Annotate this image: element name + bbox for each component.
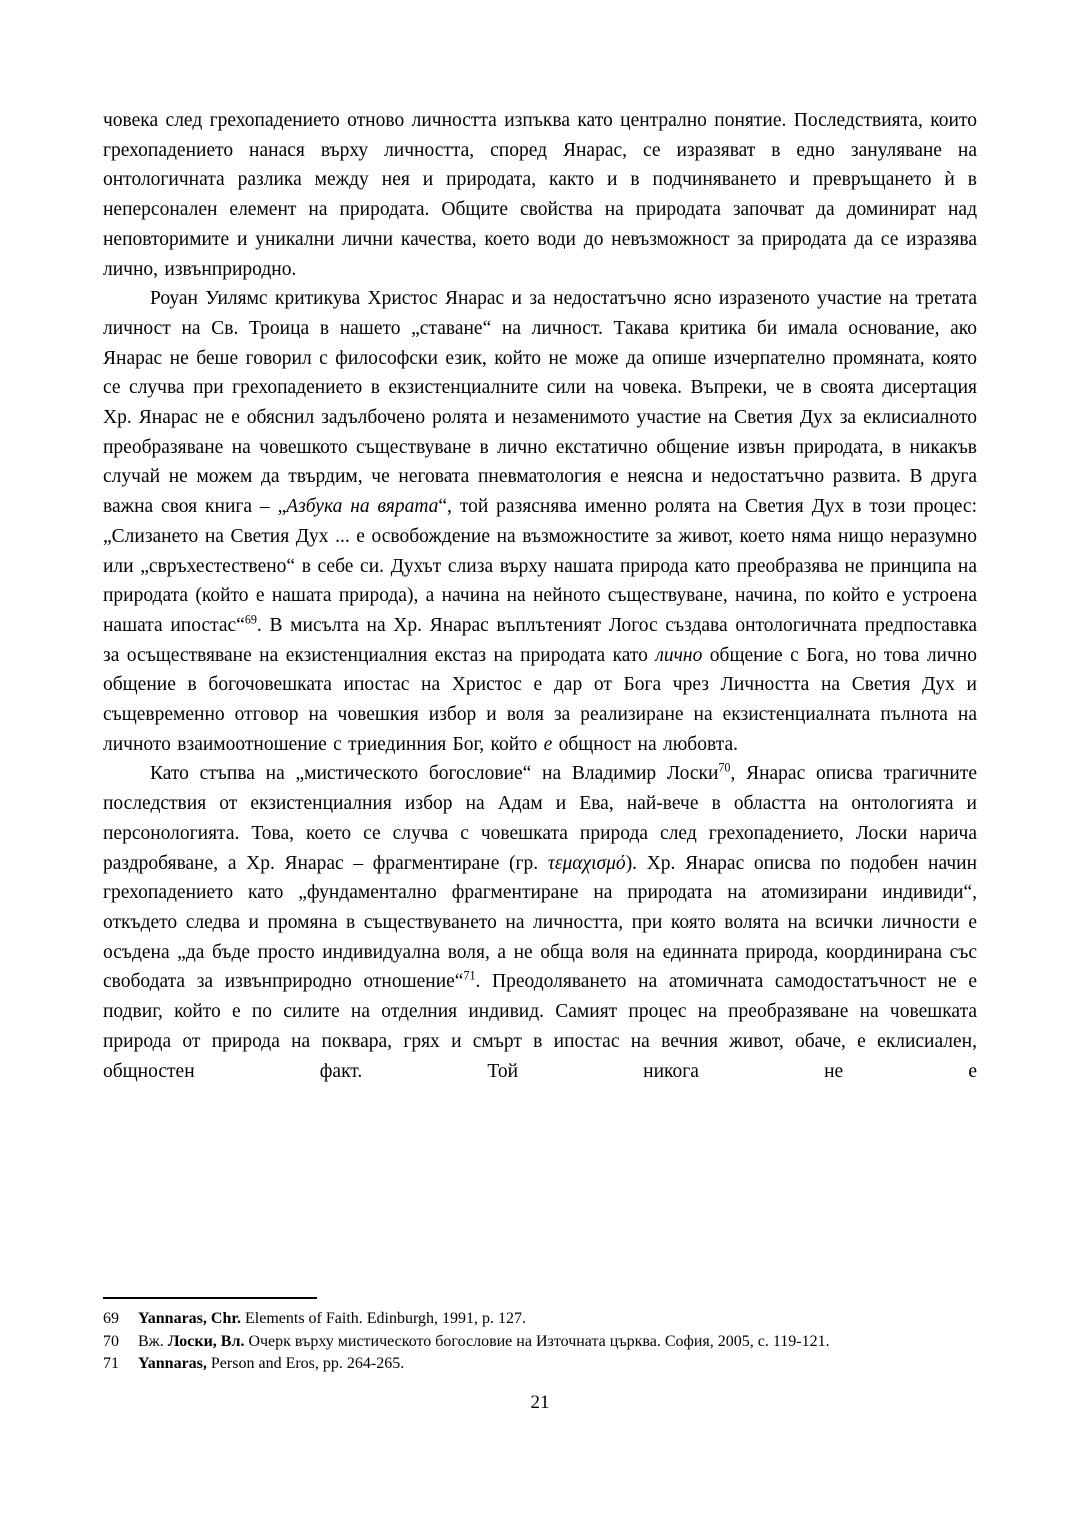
paragraph [103,759,977,1086]
text-segment: Очерк върху мистическото богословие на Източната църква. София, 2005, с. 119-121. [244,1332,830,1350]
page-number: 21 [530,1392,550,1413]
text-segment: . Преодоляването на атомичната самодостатъчност не е подвиг, който е по силите на отделния индивид. Самият процес на преобразяване на човешката природа от природа на поквара, грях и смърт в ипостас на вечния живот, обаче, е еклисиален, общностен факт. Той никога не е [103,971,978,1082]
footnotes-list [103,1308,977,1376]
footnote-ref: 69 [244,612,257,627]
text-segment: Азбука на вярата [286,496,439,518]
footnote-separator [103,1297,317,1299]
text-segment: . В мисълта на Хр. Янарас въплътеният Логос създава онтологичната предпоставка за осъществяване на екзистенциалния екстаз на природата като [103,614,977,666]
text-segment: Yannaras, Chr. [138,1310,241,1327]
text-segment: е [543,733,553,755]
footnote-ref: 70 [718,760,731,775]
body-text [103,106,977,1086]
footnote [103,1308,977,1331]
footnote-text [138,1331,977,1354]
text-segment: ). Хр. Янарас описва по подобен начин грехопадението като „фундаментално фрагментиране на природата на атомизирани индивиди“, откъдето следва и промяна в съществуването на личността, при която волята на всички личности е осъдена „да бъде просто индивидуална воля, а не обща воля на единната природа, координирана със свободата за извънприродно отношение“ [103,852,977,993]
footnote-text [138,1308,977,1331]
paragraph [103,106,977,284]
text-segment: общение с Бога, но това лично общение в богочовешката ипостас на Христос е дар от Бога чрез Личността на Светия Дух и същевременно отговор на човешкия избор и воля за реализиране на екзистенциалната пълнота на личното взаимоотношение с триединния Бог, който [103,644,977,755]
footnote-number: 69 [103,1310,119,1327]
text-segment: Elements of Faith. Edinburgh, 1991, p. 127. [241,1310,527,1327]
footnote-number: 70 [103,1332,119,1350]
text-segment: човека след грехопадението отново личността изпъква като централно понятие. Последствията, които грехопадението нанася върху личността, според Янарас, се изразяват в едно зануляване на онтологичната разлика между нея и природата, както и в подчиняването и превръщането ѝ в неперсонален елемент на природата. Общите свойства на природата започват да доминират над неповторимите и уникални лични качества, което води до невъзможност за природата да се изразява лично, извънприродно. [103,110,977,280]
text-segment: “, той разяснява именно ролята на Светия Дух в този процес: „Слизането на Светия Дух ... е освобождение на възможностите за живот, което няма нищо неразумно или „свръхестествено“ в себе си. Духът слиза върху нашата природа като преобразява не принципа на природата (който е нашата природа), а начина на нейното съществуване, начина, по който е устроена нашата ипостас“ [103,496,977,636]
footnote-text [138,1353,977,1376]
footnote-number: 71 [103,1355,119,1373]
text-segment: , Янарас описва трагичните последствия от екзистенциалния избор на Адам и Ева, най-вече в областта на онтологията и персонологията. Това, което се случва с човешката природа след грехопадението, Лоски нарича раздробяване, а Хр. Янарас – фрагментиране (гр. [103,763,977,874]
paragraph [103,284,977,759]
footnote [103,1353,977,1376]
text-segment: τεμαχισμό [547,852,626,874]
text-segment: Yannaras, [138,1355,207,1373]
text-segment: Като стъпва на „мистическото богословие“ на Владимир Лоски [150,763,719,785]
text-segment: Person and Eros, pp. 264-265. [206,1355,405,1373]
footnote-ref: 71 [463,968,476,983]
text-segment: общност на любовта. [552,733,738,755]
footnote [103,1331,977,1354]
text-segment: лично [655,644,703,666]
text-segment: Вж. [138,1332,168,1350]
text-segment: Лоски, Вл. [167,1332,245,1350]
text-segment: Роуан Уилямс критикува Христос Янарас и за недостатъчно ясно изразеното участие на третата личност на Св. Троица в нашето „ставане“ на личност. Такава критика би имала основание, ако Янарас не беше говорил с философски език, който не може да опише изчерпателно промяната, която се случва при грехопадението в екзистенциалните сили на човека. Въпреки, че в своята дисертация Хр. Янарас не е обяснил задълбочено ролята и незаменимото участие на Светия Дух за еклисиалното преобразяване на човешкото съществуване в лично екстатично общение извън природата, в никакъв случай не можем да твърдим, че неговата пневматология е неясна и недостатъчно развита. В друга важна своя книга – „ [103,288,977,518]
